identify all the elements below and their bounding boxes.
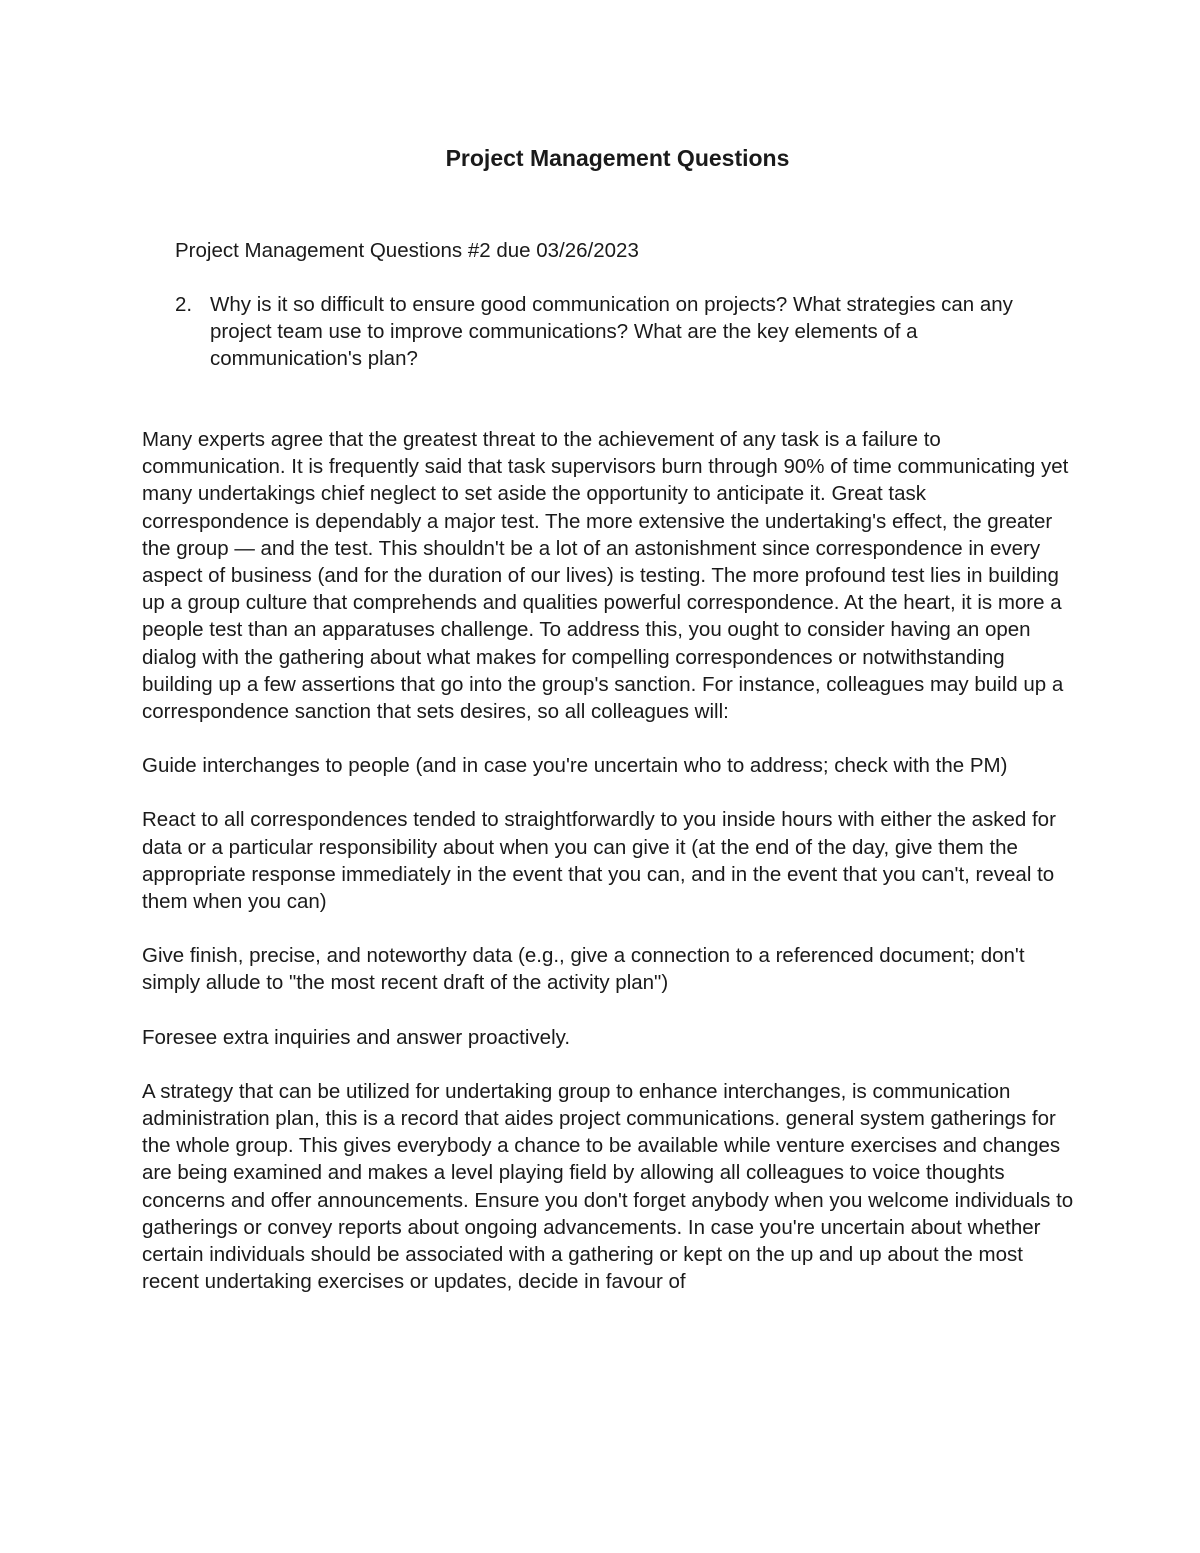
answer-paragraph: Give finish, precise, and noteworthy data (e.g., give a connection to a referenced document; don't simply allude to "the most recent draft of the activity plan") xyxy=(142,944,1025,995)
answer-paragraph: Foresee extra inquiries and answer proactively. xyxy=(142,1025,571,1049)
question-item xyxy=(175,291,1075,373)
question-text: Why is it so difficult to ensure good communication on projects? What strategies can any project team use to improve communications? What are the key elements of a communication's plan? xyxy=(210,293,1013,371)
question-number: 2. xyxy=(175,293,193,316)
answer-paragraph: React to all correspondences tended to straightforwardly to you inside hours with either the asked for data or a particular responsibility about when you can give it (at the end of the day, give them the appropriate response immediately in the event that you can, and in the event that you can't, reveal to them when you can) xyxy=(142,808,1056,914)
answer-paragraph: Guide interchanges to people (and in case you're uncertain who to address; check with the PM) xyxy=(142,754,1008,778)
answer-paragraph: Many experts agree that the greatest threat to the achievement of any task is a failure to communication. It is frequently said that task supervisors burn through 90% of time communicating yet many undertakings chief neglect to set aside the opportunity to anticipate it. Great task correspondence is dependably a major test. The more extensive the undertaking's effect, the greater the group — and the test. This shouldn't be a lot of an astonishment since correspondence in every aspect of business (and for the duration of our lives) is testing. The more profound test lies in building up a group culture that comprehends and qualities powerful correspondence. At the heart, it is more a people test than an apparatuses challenge. To address this, you ought to consider having an open dialog with the gathering about what makes for compelling correspondences or notwithstanding building up a few assertions that go into the group's sanction. For instance, colleagues may build up a correspondence sanction that sets desires, so all colleagues will: xyxy=(142,428,1069,724)
document-title: Project Management Questions xyxy=(445,145,790,171)
answer-paragraph: A strategy that can be utilized for undertaking group to enhance interchanges, is communication administration plan, this is a record that aides project communications. general system gatherings for the whole group. This gives everybody a chance to be available while venture exercises and changes are being examined and makes a level playing field by allowing all colleagues to voice thoughts concerns and offer announcements. Ensure you don't forget anybody when you welcome individuals to gatherings or convey reports about ongoing advancements. In case you're uncertain about whether certain individuals should be associated with a gathering or kept on the up and up about the most recent undertaking exercises or updates, decide in favour of xyxy=(142,1079,1074,1294)
assignment-subtitle: Project Management Questions #2 due 03/26/2023 xyxy=(175,239,639,262)
answer-body xyxy=(142,426,1077,1322)
